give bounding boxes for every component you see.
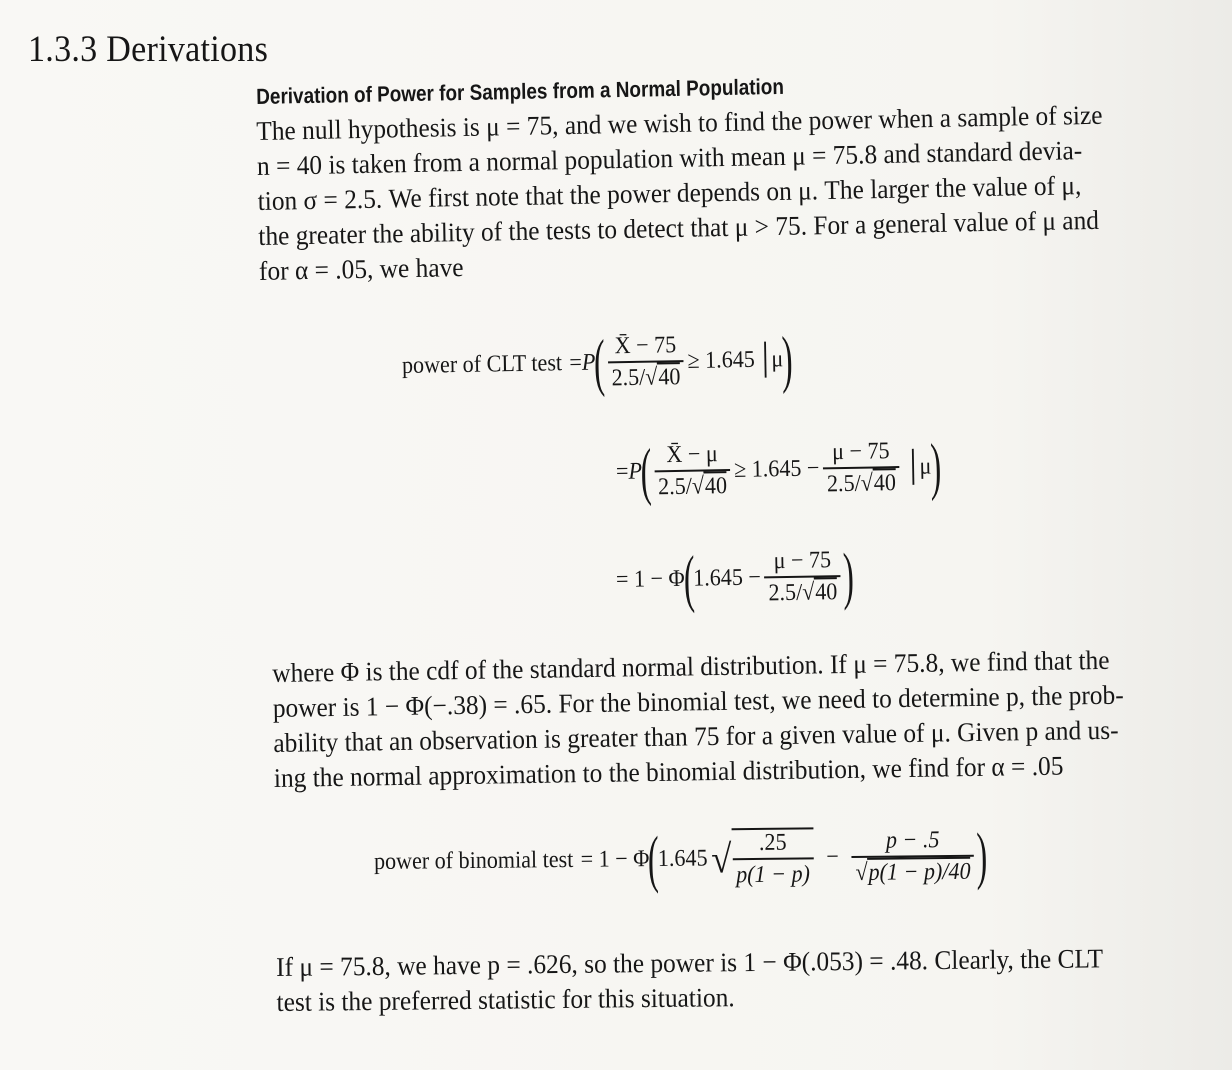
numerator: μ − 75 bbox=[831, 437, 890, 465]
open-paren: ( bbox=[640, 435, 653, 507]
denominator: 2.5/√40 bbox=[765, 575, 842, 607]
equation-clt-line2 bbox=[615, 430, 942, 507]
text-line: The null hypothesis is μ = 75, and we wish to find the power when a sample of size bbox=[256, 99, 1103, 146]
numerator: μ − 75 bbox=[773, 546, 832, 574]
paragraph-intro bbox=[256, 97, 1143, 289]
numerator: X̄ − 75 bbox=[614, 331, 677, 359]
text-line: where Φ is the cdf of the standard normal distribution. If μ = 75.8, we find that the bbox=[272, 644, 1110, 688]
denominator: 2.5/√40 bbox=[608, 360, 685, 392]
fraction bbox=[823, 438, 900, 498]
one-minus-phi: = 1 − Φ bbox=[615, 565, 685, 593]
subsection-title: Derivation of Power for Samples from a Normal Population bbox=[256, 73, 785, 109]
text-line: tion σ = 2.5. We first note that the power depends on μ. The larger the value of μ, bbox=[257, 170, 1082, 216]
numerator: X̄ − μ bbox=[666, 440, 718, 468]
text-line: n = 40 is taken from a normal population with mean μ = 75.8 and standard devia- bbox=[256, 135, 1083, 181]
root-fraction bbox=[731, 827, 814, 889]
equation-clt-line1 bbox=[401, 323, 794, 398]
denominator: p(1 − p) bbox=[732, 857, 813, 889]
one-minus-phi: = 1 − Φ bbox=[580, 845, 650, 873]
denominator: 2.5/√40 bbox=[654, 469, 731, 501]
coefficient: 1.645 bbox=[657, 845, 708, 872]
given-bar bbox=[764, 342, 766, 378]
inequality: ≥ 1.645 bbox=[687, 346, 756, 374]
denominator: √p(1 − p)/40 bbox=[852, 854, 975, 886]
inequality: ≥ 1.645 − bbox=[733, 454, 820, 483]
equation-label: power of CLT test bbox=[401, 349, 563, 379]
equals-sign: = bbox=[569, 349, 583, 376]
paragraph-conclusion bbox=[276, 941, 1156, 1020]
prob-symbol: P bbox=[581, 349, 596, 376]
section-heading: 1.3.3 Derivations bbox=[28, 29, 269, 70]
equation-binomial bbox=[373, 819, 988, 895]
equation-label: power of binomial test bbox=[373, 846, 574, 875]
close-paren: ) bbox=[781, 323, 794, 395]
minus-sign: − bbox=[826, 843, 839, 870]
text-line: ing the normal approximation to the binomial distribution, we find for α = .05 bbox=[273, 750, 1064, 793]
paragraph-binomial bbox=[272, 642, 1153, 796]
close-paren: ) bbox=[929, 430, 942, 502]
text-line: power is 1 − Φ(−.38) = .65. For the binomial test, we need to determine p, the prob- bbox=[272, 679, 1124, 723]
open-paren: ( bbox=[647, 823, 660, 895]
open-paren: ( bbox=[593, 326, 606, 398]
given-bar bbox=[912, 449, 914, 485]
fraction bbox=[607, 332, 684, 392]
given-mu: μ bbox=[771, 345, 784, 373]
fraction bbox=[764, 547, 841, 607]
text-line: the greater the ability of the tests to detect that μ > 75. For a general value of μ and bbox=[258, 204, 1100, 251]
text-line: If μ = 75.8, we have p = .626, so the power is 1 − Φ(.053) = .48. Clearly, the CLT bbox=[276, 943, 1104, 982]
equals-sign: = bbox=[615, 458, 629, 485]
open-paren: ( bbox=[682, 542, 695, 614]
fraction bbox=[654, 441, 731, 501]
numerator: p − .5 bbox=[885, 826, 940, 854]
close-paren: ) bbox=[976, 819, 988, 891]
text-line: ability that an observation is greater than 75 for a given value of μ. Given p and us- bbox=[273, 714, 1119, 758]
prob-symbol: P bbox=[628, 458, 643, 485]
text-line: test is the preferred statistic for this situation. bbox=[276, 982, 735, 1017]
denominator: 2.5/√40 bbox=[823, 466, 900, 498]
numerator: .25 bbox=[758, 829, 787, 856]
fraction bbox=[851, 826, 974, 886]
equation-clt-line3 bbox=[615, 539, 855, 614]
text-line: for α = .05, we have bbox=[258, 252, 464, 286]
sqrt-sign: √ bbox=[710, 835, 732, 881]
close-paren: ) bbox=[842, 539, 855, 612]
critical-value: 1.645 − bbox=[692, 563, 762, 592]
given-mu: μ bbox=[919, 452, 932, 480]
